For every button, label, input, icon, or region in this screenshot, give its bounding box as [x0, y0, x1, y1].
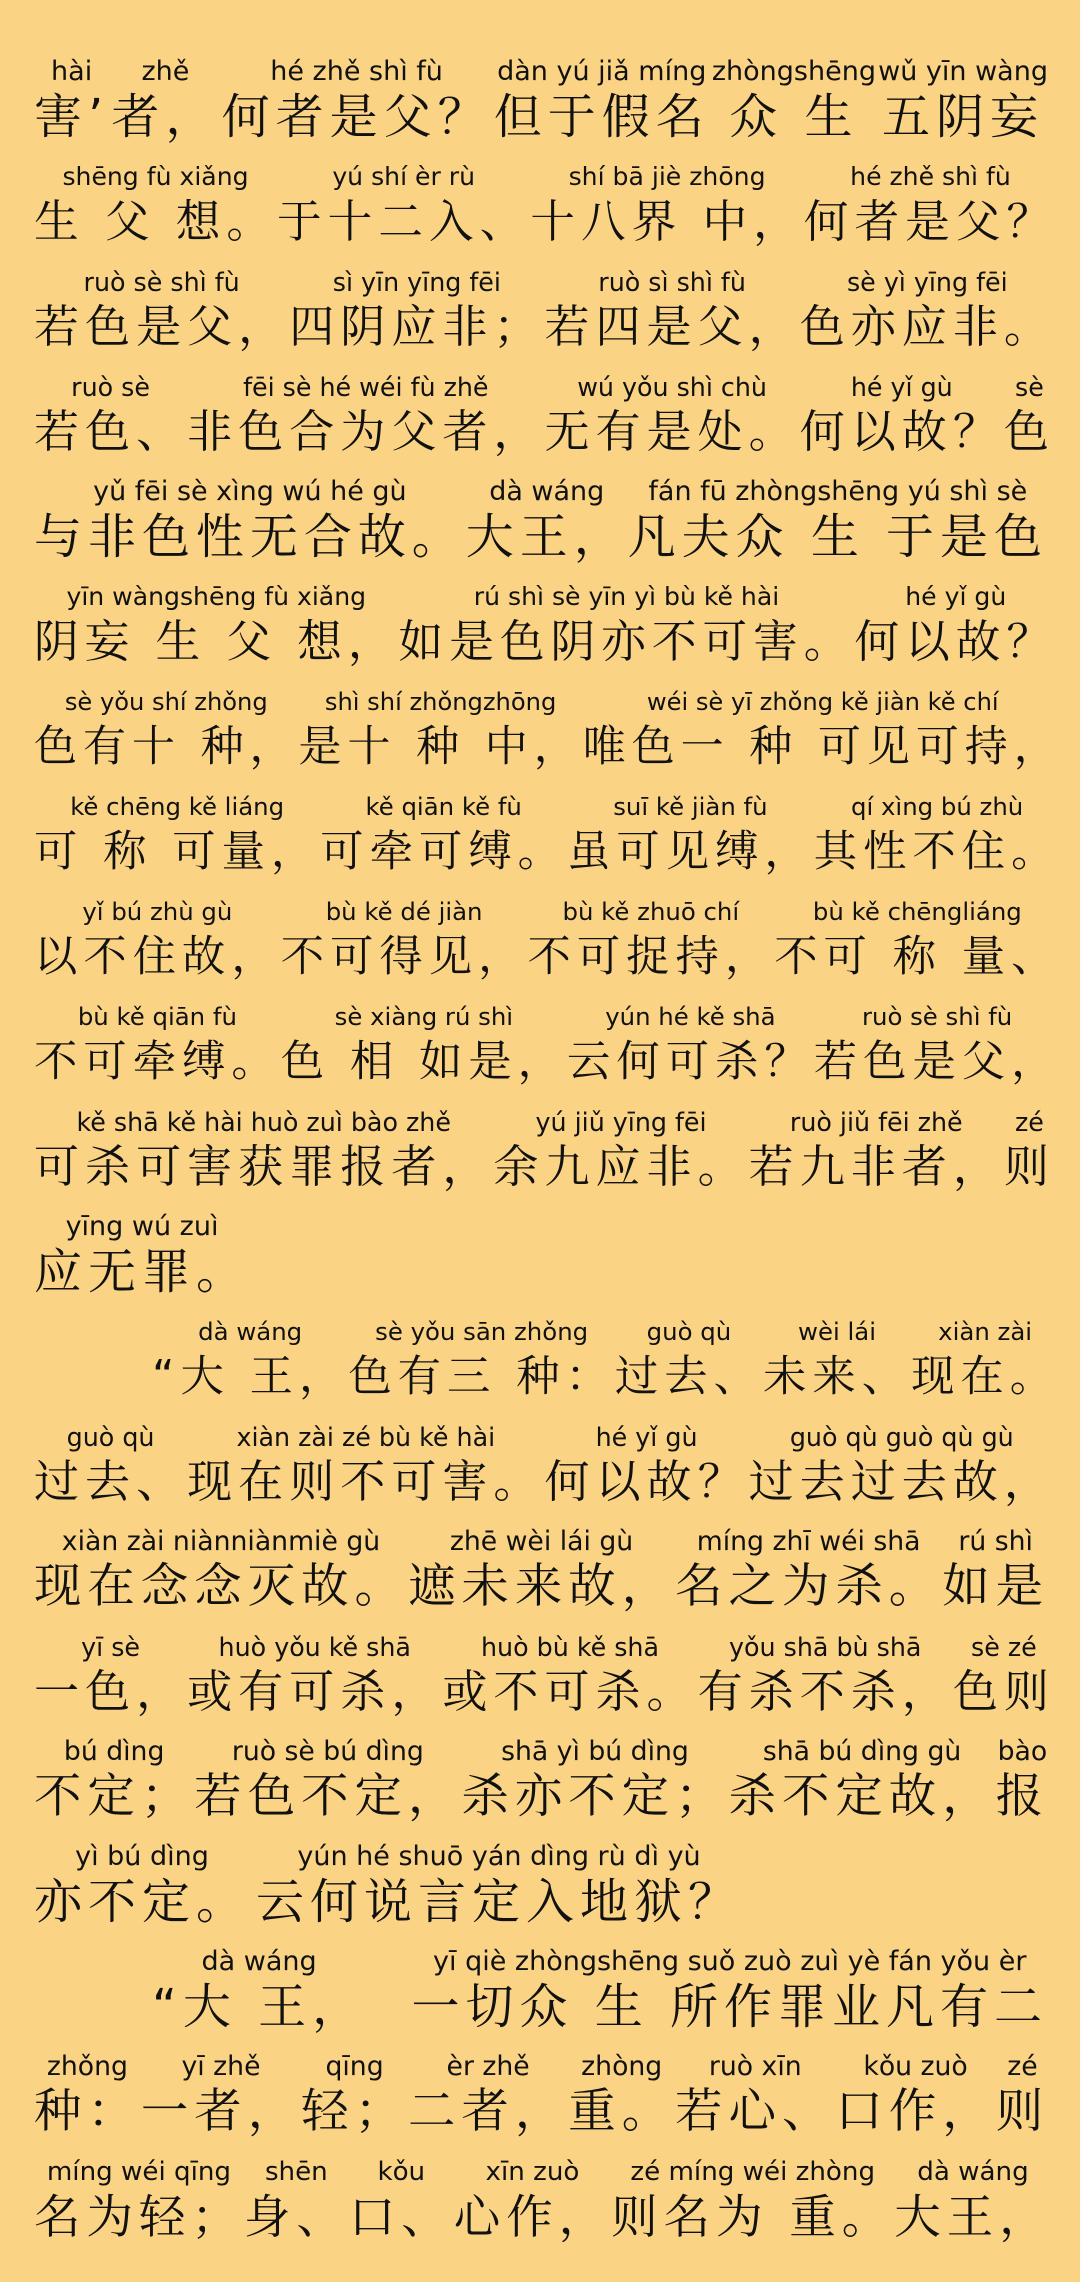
- word-group: [675, 1527, 942, 1619]
- pinyin-annotation: yún hé shuō yán dìng rù dì yù: [297, 1841, 701, 1872]
- hanzi-text: 不可 称 量、: [774, 932, 1061, 982]
- word-group: [544, 372, 799, 464]
- hanzi-text: 色有三 种：: [348, 1352, 615, 1402]
- hanzi-text: 未来、: [763, 1352, 912, 1402]
- pinyin-annotation: huò bù kě shā: [480, 1632, 659, 1662]
- word-group: [814, 1002, 1061, 1094]
- word-group: [763, 1317, 911, 1409]
- pinyin-annotation: yú shí èr rù: [332, 162, 476, 191]
- hanzi-text: 不定；: [34, 1769, 195, 1824]
- hanzi-text: 种：: [34, 2084, 141, 2139]
- text-line: [34, 149, 1058, 254]
- word-group: [996, 1737, 1049, 1829]
- pinyin-annotation: shí bā jiè zhōng: [568, 162, 766, 191]
- hanzi-text: 虽可见缚，: [567, 827, 814, 877]
- text-line: [34, 1409, 1055, 1514]
- hanzi-text: 如是色阴亦不可害。: [398, 616, 855, 668]
- hanzi-text: 有杀不杀，: [697, 1665, 953, 1718]
- hanzi-text: 阴妄 生 父 想，: [34, 616, 399, 668]
- text-line: [34, 254, 1055, 359]
- pinyin-annotation: míng wéi qīng: [46, 2157, 231, 2187]
- text-line: [34, 1619, 1055, 1724]
- hanzi-text: 何者是父？: [803, 196, 1058, 248]
- word-group: [152, 1947, 366, 2039]
- pinyin-annotation: sè: [1015, 372, 1044, 402]
- hanzi-text: 若色是父，: [34, 300, 290, 353]
- hanzi-text: 大王，: [465, 509, 628, 565]
- hanzi-text: 色有十 种，: [34, 722, 299, 772]
- pinyin-annotation: ruò sè shì fù: [83, 267, 240, 297]
- pinyin-annotation: hé yǐ gù: [595, 1422, 698, 1452]
- hanzi-text: 轻；: [301, 2084, 408, 2139]
- hanzi-text: 是十 种 中，: [298, 722, 583, 772]
- pinyin-annotation: hé zhě shì fù: [850, 162, 1011, 191]
- hanzi-text: 害’: [34, 89, 110, 145]
- word-group: [804, 162, 1057, 254]
- word-group: [544, 1422, 748, 1514]
- word-group: [466, 477, 628, 569]
- pinyin-annotation: yīng wú zuì: [65, 1211, 219, 1242]
- pinyin-annotation: ruò jiǔ fēi zhě: [789, 1107, 963, 1137]
- word-group: [544, 267, 799, 359]
- word-group: [749, 1107, 1004, 1199]
- hanzi-text: 可 称 可量，: [34, 827, 321, 877]
- word-group: [454, 2157, 611, 2249]
- word-group: [222, 57, 492, 149]
- word-group: [34, 1212, 250, 1304]
- hanzi-text: “大 王，: [152, 1352, 349, 1402]
- pinyin-annotation: sè yì yīng fēi: [846, 267, 1008, 297]
- pinyin-annotation: hài: [51, 56, 93, 87]
- hanzi-text: 何以故？: [544, 1455, 749, 1508]
- pinyin-annotation: zé: [1007, 2051, 1038, 2082]
- hanzi-text: 但于假名: [493, 89, 710, 145]
- pinyin-annotation: zé míng wéi zhòng: [630, 2157, 876, 2187]
- word-group: [34, 372, 187, 464]
- word-group: [878, 57, 1048, 149]
- hanzi-text: 不可捉持，: [527, 932, 775, 982]
- text-line: [34, 44, 1048, 149]
- word-group: [111, 57, 219, 149]
- text-line: [34, 1094, 1055, 1199]
- hanzi-text: 唯色一 种 可见可持，: [582, 722, 1063, 772]
- hanzi-text: 色则: [952, 1665, 1055, 1718]
- pinyin-annotation: hé yǐ gù: [850, 372, 953, 402]
- pinyin-annotation: guò qù: [646, 1317, 732, 1346]
- word-group: [583, 687, 1063, 779]
- pinyin-annotation: xiàn zài niànniànmiè gù: [61, 1526, 381, 1557]
- word-group: [34, 1107, 493, 1199]
- hanzi-text: 现在。: [911, 1352, 1060, 1402]
- hanzi-text: 若色、: [34, 405, 188, 458]
- pinyin-annotation: ruò sè: [71, 372, 150, 402]
- text-line: [34, 674, 1063, 779]
- word-group: [628, 477, 1048, 569]
- word-group: [34, 1422, 187, 1514]
- pinyin-annotation: shā bú dìng gù: [762, 1736, 962, 1767]
- hanzi-text: 杀不定故，: [728, 1769, 996, 1824]
- hanzi-text: 何以故？: [854, 616, 1058, 668]
- pinyin-annotation: yǐ bú zhù gù: [82, 897, 233, 926]
- hanzi-text: 过去、: [34, 1455, 188, 1508]
- pinyin-annotation: bú dìng: [63, 1736, 165, 1767]
- pinyin-annotation: qīng: [325, 2051, 384, 2082]
- word-group: [408, 2052, 568, 2144]
- hanzi-text: 报: [995, 1769, 1050, 1824]
- word-group: [854, 582, 1057, 674]
- hanzi-text: 无有是处。: [544, 405, 800, 458]
- text-line: [34, 464, 1048, 569]
- hanzi-text: 色亦应非。: [799, 300, 1055, 353]
- word-group: [800, 372, 1004, 464]
- pinyin-annotation: wǔ yīn wàng: [878, 56, 1048, 87]
- hanzi-text: 杀亦不定；: [461, 1769, 729, 1824]
- hanzi-text: 若心、: [675, 2084, 836, 2139]
- pinyin-annotation: xīn zuò: [485, 2157, 580, 2187]
- pinyin-annotation: xiàn zài: [938, 1317, 1033, 1346]
- hanzi-text: 生 父 想。: [34, 196, 278, 248]
- word-group: [567, 1002, 814, 1094]
- pinyin-annotation: shēn: [264, 2157, 328, 2187]
- text-line: [34, 1829, 1048, 1934]
- hanzi-text: 五阴妄: [882, 89, 1045, 145]
- hanzi-text: 何以故？: [799, 405, 1004, 458]
- hanzi-text: 何者是父？: [221, 89, 492, 145]
- word-group: [348, 1317, 615, 1409]
- word-group: [1004, 1107, 1055, 1199]
- pinyin-annotation: shì shí zhǒngzhōng: [324, 688, 557, 716]
- word-group: [996, 2052, 1049, 2144]
- word-group: [411, 1947, 1048, 2039]
- word-group: [299, 687, 583, 779]
- pinyin-annotation: wú yǒu shì chù: [577, 372, 767, 402]
- pinyin-annotation: kě chēng kě liáng: [70, 792, 285, 821]
- pinyin-annotation: yǒu shā bù shā: [729, 1632, 922, 1662]
- word-group: [712, 57, 876, 149]
- word-group: [729, 1737, 996, 1829]
- pinyin-annotation: guò qù: [66, 1422, 155, 1452]
- pinyin-annotation: zhǒng: [46, 2051, 128, 2082]
- pinyin-annotation: suī kě jiàn fù: [613, 792, 768, 821]
- word-group: [1004, 372, 1055, 464]
- pinyin-annotation: hé yǐ gù: [905, 582, 1007, 611]
- text-line: [34, 1514, 1048, 1619]
- pinyin-annotation: zhē wèi lái gù: [449, 1526, 634, 1557]
- hanzi-text: 应无罪。: [34, 1244, 251, 1300]
- pinyin-annotation: bù kě chēngliáng: [812, 897, 1022, 926]
- hanzi-text: 不可牵缚。: [34, 1037, 281, 1087]
- pinyin-annotation: kǒu zuò: [863, 2051, 968, 2082]
- hanzi-text: 凡夫众 生 于是色: [627, 509, 1048, 565]
- word-group: [281, 1002, 567, 1094]
- text-line: [34, 884, 1061, 989]
- word-group: [34, 267, 289, 359]
- word-group: [187, 1422, 544, 1514]
- pinyin-annotation: yī sè: [81, 1632, 140, 1662]
- pinyin-annotation: èr zhě: [446, 2051, 530, 2082]
- word-group: [774, 897, 1060, 989]
- hanzi-text: 于十二入、: [277, 196, 531, 248]
- hanzi-text: 口、: [348, 2190, 454, 2244]
- pinyin-annotation: yī zhě: [181, 2051, 261, 2082]
- hanzi-text: 则名为 重。: [611, 2190, 895, 2244]
- pinyin-annotation: yī qiè zhòngshēng suǒ zuò zuì yè fán yǒu èr: [433, 1946, 1027, 1977]
- hanzi-text: 与非色性无合故。: [34, 509, 466, 565]
- hanzi-text: 若四是父，: [544, 300, 800, 353]
- pinyin-annotation: kǒu: [377, 2157, 426, 2187]
- word-group: [34, 2052, 141, 2144]
- text-line: [34, 989, 1061, 1094]
- word-group: [527, 897, 774, 989]
- pinyin-annotation: sè xiàng rú shì: [334, 1002, 514, 1031]
- pinyin-annotation: zhòng: [581, 2051, 663, 2082]
- hanzi-text: 若色不定，: [194, 1769, 462, 1824]
- hanzi-text: 众 生: [729, 89, 859, 145]
- pinyin-annotation: sè yǒu sān zhǒng: [375, 1317, 589, 1346]
- word-group: [800, 267, 1055, 359]
- word-group: [349, 2157, 454, 2249]
- word-group: [34, 792, 320, 884]
- hanzi-text: 身、: [243, 2190, 349, 2244]
- word-group: [187, 1632, 442, 1724]
- hanzi-text: 名为轻；: [34, 2190, 244, 2244]
- word-group: [289, 267, 544, 359]
- pinyin-annotation: shā yì bú dìng: [501, 1736, 689, 1767]
- word-group: [408, 1527, 675, 1619]
- pinyin-annotation: fán fū zhòngshēng yú shì sè: [648, 476, 1028, 507]
- word-group: [835, 2052, 995, 2144]
- word-group: [749, 1422, 1055, 1514]
- pinyin-annotation: kě shā kě hài huò zuì bào zhě: [76, 1107, 451, 1137]
- pinyin-annotation: bào: [997, 1736, 1048, 1767]
- hanzi-text: 则: [1003, 1140, 1055, 1193]
- hanzi-text: 若九非者，: [748, 1140, 1004, 1193]
- hanzi-text: 心作，: [453, 2190, 612, 2244]
- word-group: [256, 1842, 742, 1934]
- pinyin-annotation: dà wáng: [201, 1946, 317, 1977]
- hanzi-text: 亦不定。: [34, 1874, 251, 1930]
- word-group: [34, 582, 399, 674]
- word-group: [461, 1737, 728, 1829]
- hanzi-text: 一者，: [140, 2084, 302, 2139]
- pinyin-annotation: bù kě dé jiàn: [325, 897, 483, 926]
- word-group: [814, 792, 1061, 884]
- hanzi-text: 其性不住。: [813, 827, 1061, 877]
- hanzi-text: 一色，: [34, 1665, 188, 1718]
- text-line: [34, 779, 1061, 884]
- hanzi-text: 遮未来故，: [407, 1559, 676, 1614]
- word-group: [34, 897, 281, 989]
- hanzi-text: 重。: [568, 2084, 676, 2139]
- pinyin-annotation: yì bú dìng: [75, 1841, 209, 1872]
- word-group: [34, 1002, 281, 1094]
- hanzi-text: 非色合为父者，: [187, 405, 545, 458]
- word-group: [187, 372, 544, 464]
- word-group: [244, 2157, 349, 2249]
- pinyin-annotation: yǔ fēi sè xìng wú hé gù: [93, 476, 407, 507]
- word-group: [675, 2052, 835, 2144]
- hanzi-text: 过去过去故，: [748, 1455, 1055, 1508]
- pinyin-annotation: yú jiǔ yīng fēi: [535, 1107, 707, 1137]
- hanzi-text: 现在念念灭故。: [34, 1559, 408, 1614]
- pinyin-annotation: zhě: [141, 56, 190, 87]
- word-group: [141, 2052, 301, 2144]
- text-line: [34, 1934, 1048, 2039]
- pinyin-annotation: ruò xīn: [708, 2051, 802, 2082]
- text-line: [34, 2039, 1048, 2144]
- word-group: [894, 2157, 1051, 2249]
- hanzi-text: 现在则不可害。: [187, 1455, 545, 1508]
- word-group: [611, 2157, 894, 2249]
- pinyin-annotation: guò qù guò qù gù: [789, 1422, 1014, 1452]
- word-group: [34, 1632, 187, 1724]
- pinyin-annotation: zhòngshēng: [711, 56, 876, 87]
- word-group: [34, 1842, 250, 1934]
- hanzi-text: 可杀可害获罪报者，: [34, 1140, 494, 1193]
- hanzi-text: 口作，: [835, 2084, 996, 2139]
- pinyin-annotation: xiàn zài zé bù kě hài: [236, 1422, 496, 1452]
- word-group: [320, 792, 567, 884]
- hanzi-text: 可牵可缚。: [320, 827, 568, 877]
- hanzi-text: 一切众 生 所作罪业凡有二: [411, 1979, 1048, 2035]
- hanzi-text: 者，: [111, 89, 220, 145]
- hanzi-text: 过去、: [614, 1352, 763, 1402]
- hanzi-text: 色: [1003, 405, 1055, 458]
- pinyin-annotation: dà wáng: [917, 2157, 1029, 2187]
- hanzi-text: 或不可杀。: [442, 1665, 698, 1718]
- pinyin-annotation: míng zhī wéi shā: [696, 1526, 921, 1557]
- hanzi-text: 名之为杀。: [675, 1559, 943, 1614]
- word-group: [281, 897, 528, 989]
- text-line: [34, 359, 1055, 464]
- hanzi-text: 以不住故，: [34, 932, 281, 982]
- hanzi-text: “大 王，: [152, 1979, 367, 2035]
- word-group: [567, 792, 814, 884]
- pinyin-annotation: dàn yú jiǎ míng: [497, 56, 707, 87]
- word-group: [34, 162, 277, 254]
- word-group: [34, 477, 466, 569]
- text-line: [34, 2144, 1052, 2249]
- hanzi-text: 四阴应非；: [289, 300, 545, 353]
- hanzi-text: 或有可杀，: [187, 1665, 443, 1718]
- hanzi-text: 云何说言定入地狱？: [256, 1874, 743, 1930]
- pinyin-annotation: fēi sè hé wéi fù zhě: [243, 372, 489, 402]
- pinyin-annotation: rú shì: [958, 1526, 1033, 1557]
- text-line: [34, 569, 1058, 674]
- hanzi-text: 二者，: [408, 2084, 569, 2139]
- pinyin-annotation: sì yīn yīng fēi: [332, 267, 501, 297]
- hanzi-text: 色 相 如是，: [280, 1037, 568, 1087]
- word-group: [34, 1737, 194, 1829]
- hanzi-text: 则: [995, 2084, 1050, 2139]
- hanzi-text: 十八界 中，: [530, 196, 804, 248]
- pinyin-annotation: wéi sè yī zhǒng kě jiàn kě chí: [646, 688, 999, 716]
- hanzi-text: 不可得见，: [280, 932, 528, 982]
- word-group: [568, 2052, 675, 2144]
- pinyin-annotation: dà wáng: [198, 1317, 303, 1346]
- pinyin-annotation: ruò sè bú dìng: [231, 1736, 424, 1767]
- word-group: [277, 162, 530, 254]
- word-group: [399, 582, 855, 674]
- pinyin-annotation: ruò sì shì fù: [598, 267, 746, 297]
- word-group: [34, 687, 299, 779]
- word-group: [953, 1632, 1055, 1724]
- pinyin-annotation: yún hé kě shā: [605, 1002, 776, 1031]
- pinyin-annotation: kě qiān kě fù: [365, 792, 522, 821]
- pinyin-annotation: bù kě zhuō chí: [562, 897, 740, 926]
- word-group: [34, 57, 109, 149]
- word-group: [698, 1632, 953, 1724]
- pinyin-annotation: qí xìng bú zhù: [851, 792, 1024, 821]
- hanzi-text: 若色是父，: [813, 1037, 1061, 1087]
- pinyin-annotation: hé zhě shì fù: [270, 56, 443, 87]
- pinyin-annotation: rú shì sè yīn yì bù kě hài: [473, 582, 780, 611]
- pinyin-annotation: yīn wàngshēng fù xiǎng: [66, 582, 367, 611]
- word-group: [442, 1632, 697, 1724]
- word-group: [530, 162, 803, 254]
- pinyin-annotation: dà wáng: [489, 476, 605, 507]
- hanzi-text: 如是: [942, 1559, 1050, 1614]
- pinyin-annotation: zé: [1014, 1107, 1044, 1137]
- word-group: [152, 1317, 348, 1409]
- word-group: [911, 1317, 1059, 1409]
- hanzi-text: 余九应非。: [493, 1140, 749, 1193]
- word-group: [493, 1107, 748, 1199]
- word-group: [34, 2157, 244, 2249]
- pinyin-annotation: shēng fù xiǎng: [62, 162, 249, 191]
- text-line: [34, 1199, 1048, 1304]
- word-group: [194, 1737, 461, 1829]
- pinyin-annotation: sè yǒu shí zhǒng: [64, 688, 268, 716]
- hanzi-text: 云何可杀？: [567, 1037, 814, 1087]
- pinyin-annotation: bù kě qiān fù: [77, 1002, 237, 1031]
- word-group: [34, 1527, 408, 1619]
- word-group: [301, 2052, 408, 2144]
- text-line: [34, 1724, 1048, 1829]
- hanzi-text: 大王，: [894, 2190, 1052, 2244]
- word-group: [942, 1527, 1049, 1619]
- pinyin-annotation: wèi lái: [798, 1317, 877, 1346]
- pinyin-annotation: sè zé: [971, 1632, 1037, 1662]
- word-group: [615, 1317, 763, 1409]
- word-group: [494, 57, 710, 149]
- pinyin-annotation: huò yǒu kě shā: [218, 1632, 411, 1662]
- text-line: [34, 1304, 1060, 1409]
- pinyin-annotation: ruò sè shì fù: [861, 1002, 1013, 1031]
